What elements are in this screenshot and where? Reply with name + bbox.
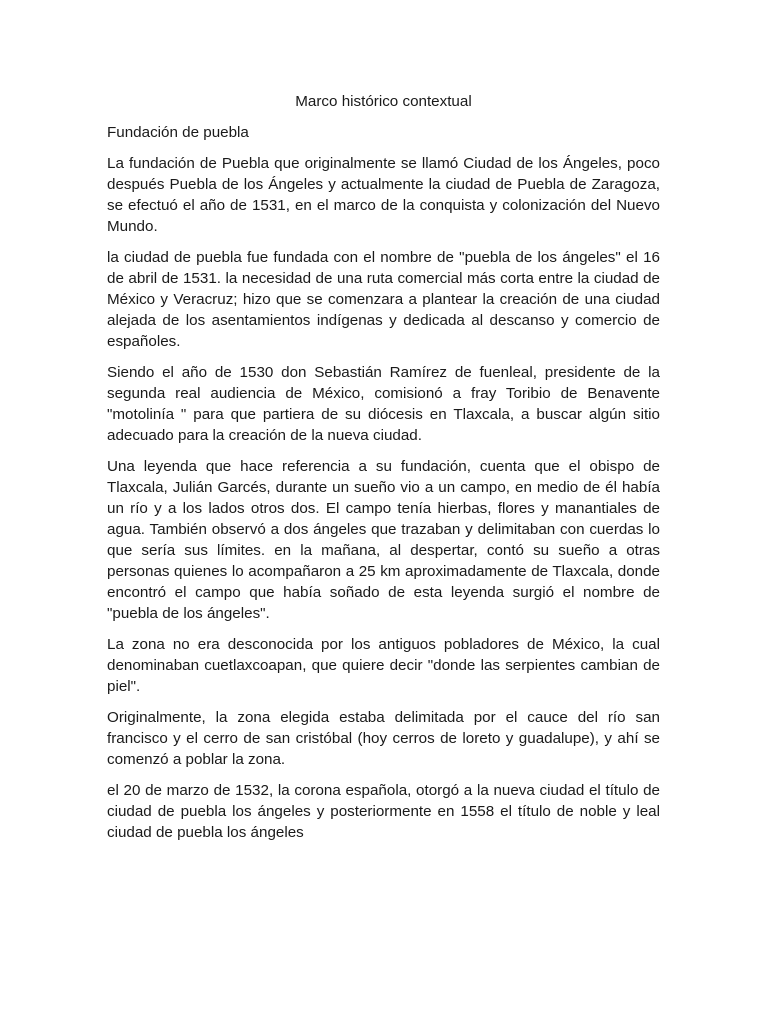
section-heading: Fundación de puebla: [107, 124, 249, 141]
paragraph-founding-date: la ciudad de puebla fue fundada con el nombre de "puebla de los ángeles" el 16 de abril de 1531. la necesidad de una ruta comercial más corta entre la ciudad de México y Veracruz; hizo que se comenzara a plantear la creación de una ciudad alejada de los asentamientos indígenas y dedicada al descanso y comercio de españoles.: [107, 249, 660, 350]
paragraph-commission: Siendo el año de 1530 don Sebastián Ramírez de fuenleal, presidente de la segunda real audiencia de México, comisionó a fray Toribio de Benavente "motolinía " para que partiera de su diócesis en Tlaxcala, a buscar algún sitio adecuado para la creación de la nueva ciudad.: [107, 364, 660, 444]
paragraph-foundation-intro: La fundación de Puebla que originalmente se llamó Ciudad de los Ángeles, poco después Puebla de los Ángeles y actualmente la ciudad de Puebla de Zaragoza, se efectuó el año de 1531, en el marco de la conquista y colonización del Nuevo Mundo.: [107, 155, 660, 235]
paragraph-titles: el 20 de marzo de 1532, la corona española, otorgó a la nueva ciudad el título de ciudad de puebla los ángeles y posteriormente en 1558 el título de noble y leal ciudad de puebla los ángeles: [107, 782, 660, 841]
document-body: [107, 91, 660, 853]
paragraph-zone-name: La zona no era desconocida por los antiguos pobladores de México, la cual denominaban cuetlaxcoapan, que quiere decir "donde las serpientes cambian de piel".: [107, 636, 660, 695]
paragraph-legend: Una leyenda que hace referencia a su fundación, cuenta que el obispo de Tlaxcala, Julián Garcés, durante un sueño vio a un campo, en medio de él había un río y a los lados otros dos. El campo tenía hierbas, flores y manantiales de agua. También observó a dos ángeles que trazaban y delimitaban con cuerdas lo que sería sus límites. en la mañana, al despertar, contó su sueño a otras personas quienes lo acompañaron a 25 km aproximadamente de Tlaxcala, donde encontró el campo que había soñado de esta leyenda surgió el nombre de "puebla de los ángeles".: [107, 458, 660, 622]
paragraph-zone-limits: Originalmente, la zona elegida estaba delimitada por el cauce del río san francisco y el cerro de san cristóbal (hoy cerros de loreto y guadalupe), y ahí se comenzó a poblar la zona.: [107, 709, 660, 768]
document-title: Marco histórico contextual: [295, 93, 472, 110]
